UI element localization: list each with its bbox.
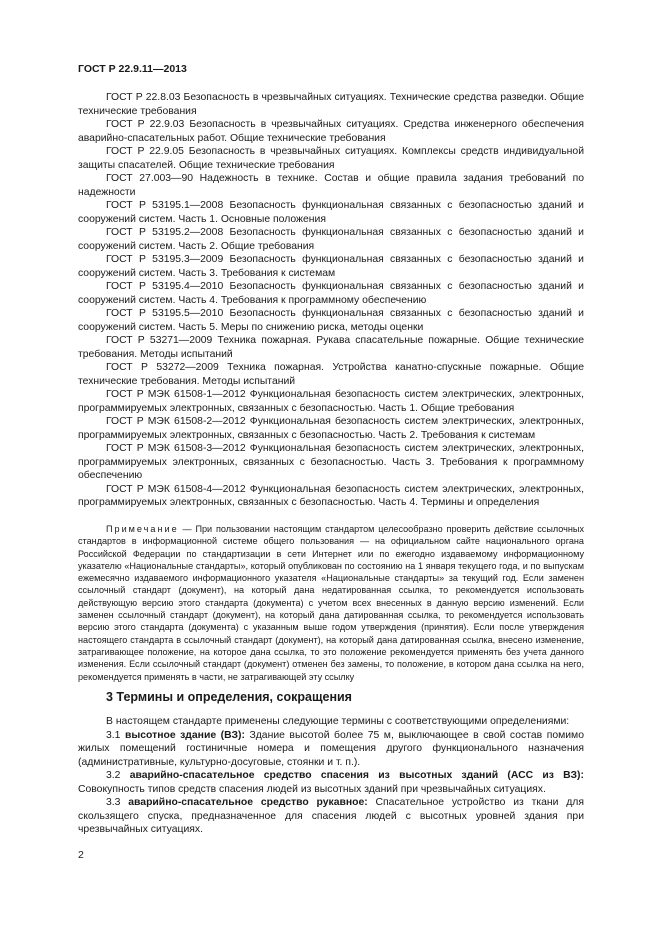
term-title: аварийно-спасательное средство спасения из высотных зданий (АСС из ВЗ): [129, 770, 584, 781]
reference-item: ГОСТ Р МЭК 61508-3—2012 Функциональная безопасность систем электрических, электронных, программируемых электронных, связанных с безопасностью. Часть 3. Требования к программному обеспечению [78, 443, 584, 481]
term-definition: Здание высотой более 75 м, выключающее в свой состав помимо жилых помещений гостиничные номера и помещения другого функционального назначения (административные, культурно-досуговые, стоянки и т. п.). [78, 729, 584, 768]
term-definition: Спасательное устройство из ткани для скользящего спуска, предназначенное для спасения людей с высотных уровней здания при чрезвычайных ситуациях. [78, 797, 584, 835]
reference-item: ГОСТ Р 22.9.03 Безопасность в чрезвычайных ситуациях. Средства инженерного обеспечения аварийно-спасательных работ. Общие технические требования [78, 119, 584, 144]
note-label: Примечание [106, 524, 179, 534]
terms-intro: В настоящем стандарте применены следующие термины с соответствующими определениями: [106, 716, 570, 727]
terms-list [78, 715, 584, 837]
term-number: 3.1 [106, 729, 125, 741]
page-number: 2 [78, 849, 84, 861]
reference-item: ГОСТ 27.003—90 Надежность в технике. Состав и общие правила задания требований по надежности [78, 173, 584, 198]
note-text: — При пользовании настоящим стандартом целесообразно проверить действие ссылочных стандартов в информационной системе общего пользования — на официальном сайте национального органа Российской Федерации по стандартизации в сети Интернет или по ежегодно издаваемому информационному указателю «Национальные стандарты», который опубликован по состоянию на 1 января текущего года, и по выпускам ежемесячно издаваемого информационного указателя «Национальные стандарты» за текущий год. Если заменен ссылочный стандарт (документ), на который дана недатированная ссылка, то рекомендуется использовать действующую версию этого стандарта (документа) с учетом всех внесенных в данную версию изменений. Если заменен ссылочный стандарт (документ), на который дана датированная ссылка, то рекомендуется использовать версию этого стандарта (документа) с указанным выше годом утверждения (принятия). Если после утверждения настоящего стандарта в ссылочный стандарт (документ), на который дана датированная ссылка, внесено изменение, затрагивающее положение, на которое дана ссылка, то это положение рекомендуется применять без учета данного изменения. Если ссылочный стандарт (документ) отменен без замены, то положение, в котором дана ссылка на него, рекомендуется применять в части, не затрагивающей эту ссылку [78, 524, 584, 682]
reference-item: ГОСТ Р 53195.4—2010 Безопасность функциональная связанных с безопасностью зданий и сооружений систем. Часть 4. Требования к программному обеспечению [78, 281, 584, 306]
term-definition: Совокупность типов средств спасения людей из высотных зданий при чрезвычайных ситуациях. [78, 783, 546, 795]
term-entry [78, 796, 584, 837]
reference-item: ГОСТ Р 53195.1—2008 Безопасность функциональная связанных с безопасностью зданий и сооружений систем. Часть 1. Основные положения [78, 200, 584, 225]
document-header: ГОСТ Р 22.9.11—2013 [78, 63, 187, 75]
reference-item: ГОСТ Р 22.8.03 Безопасность в чрезвычайных ситуациях. Технические средства разведки. Общие технические требования [78, 92, 584, 117]
term-number: 3.2 [106, 770, 130, 781]
reference-item: ГОСТ Р 53195.2—2008 Безопасность функциональная связанных с безопасностью зданий и сооружений систем. Часть 2. Общие требования [78, 227, 584, 252]
reference-item: ГОСТ Р МЭК 61508-2—2012 Функциональная безопасность систем электрических, электронных, программируемых электронных, связанных с безопасностью. Часть 2. Требования к системам [78, 416, 584, 441]
term-title: высотное здание (ВЗ): [124, 729, 245, 741]
reference-item: ГОСТ Р МЭК 61508-1—2012 Функциональная безопасность систем электрических, электронных, программируемых электронных, связанных с безопасностью. Часть 1. Общие требования [78, 389, 584, 414]
reference-item: ГОСТ Р 22.9.05 Безопасность в чрезвычайных ситуациях. Комплексы средств индивидуальной защиты спасателей. Общие технические требования [78, 146, 584, 171]
term-title: аварийно-спасательное средство рукавное: [128, 797, 368, 808]
reference-item: ГОСТ Р МЭК 61508-4—2012 Функциональная безопасность систем электрических, электронных, программируемых электронных, связанных с безопасностью. Часть 4. Термины и определения [78, 483, 584, 508]
term-number: 3.3 [106, 797, 129, 808]
section-heading: 3 Термины и определения, сокращения [106, 690, 352, 704]
term-entry [78, 769, 584, 796]
references-note [78, 523, 584, 683]
reference-item: ГОСТ Р 53195.5—2010 Безопасность функциональная связанных с безопасностью зданий и сооружений систем. Часть 5. Меры по снижению риска, методы оценки [78, 308, 584, 333]
reference-item: ГОСТ Р 53271—2009 Техника пожарная. Рукава спасательные пожарные. Общие технические требования. Методы испытаний [78, 335, 584, 360]
term-entry [78, 729, 584, 770]
normative-references-list [78, 91, 584, 510]
reference-item: ГОСТ Р 53195.3—2009 Безопасность функциональная связанных с безопасностью зданий и сооружений систем. Часть 3. Требования к системам [78, 254, 584, 279]
reference-item: ГОСТ Р 53272—2009 Техника пожарная. Устройства канатно-спускные пожарные. Общие технические требования. Методы испытаний [78, 362, 584, 387]
